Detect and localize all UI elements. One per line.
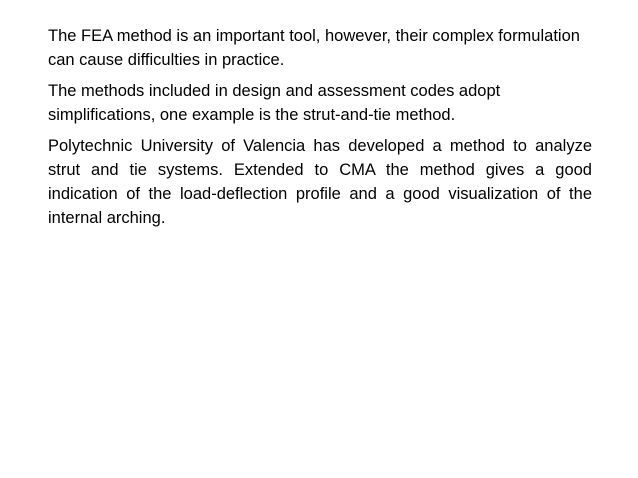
- slide-body: [48, 24, 592, 237]
- paragraph-valencia-method: Polytechnic University of Valencia has developed a method to analyze strut and tie systems. Extended to CMA the method gives a good indication of the load-deflection profile and a good visualization of the internal arching.: [48, 137, 592, 227]
- paragraph-fea-method: The FEA method is an important tool, however, their complex formulation can cause difficulties in practice.: [48, 27, 580, 69]
- paragraph-design-codes: The methods included in design and assessment codes adopt simplifications, one example is the strut-and-tie method.: [48, 82, 501, 124]
